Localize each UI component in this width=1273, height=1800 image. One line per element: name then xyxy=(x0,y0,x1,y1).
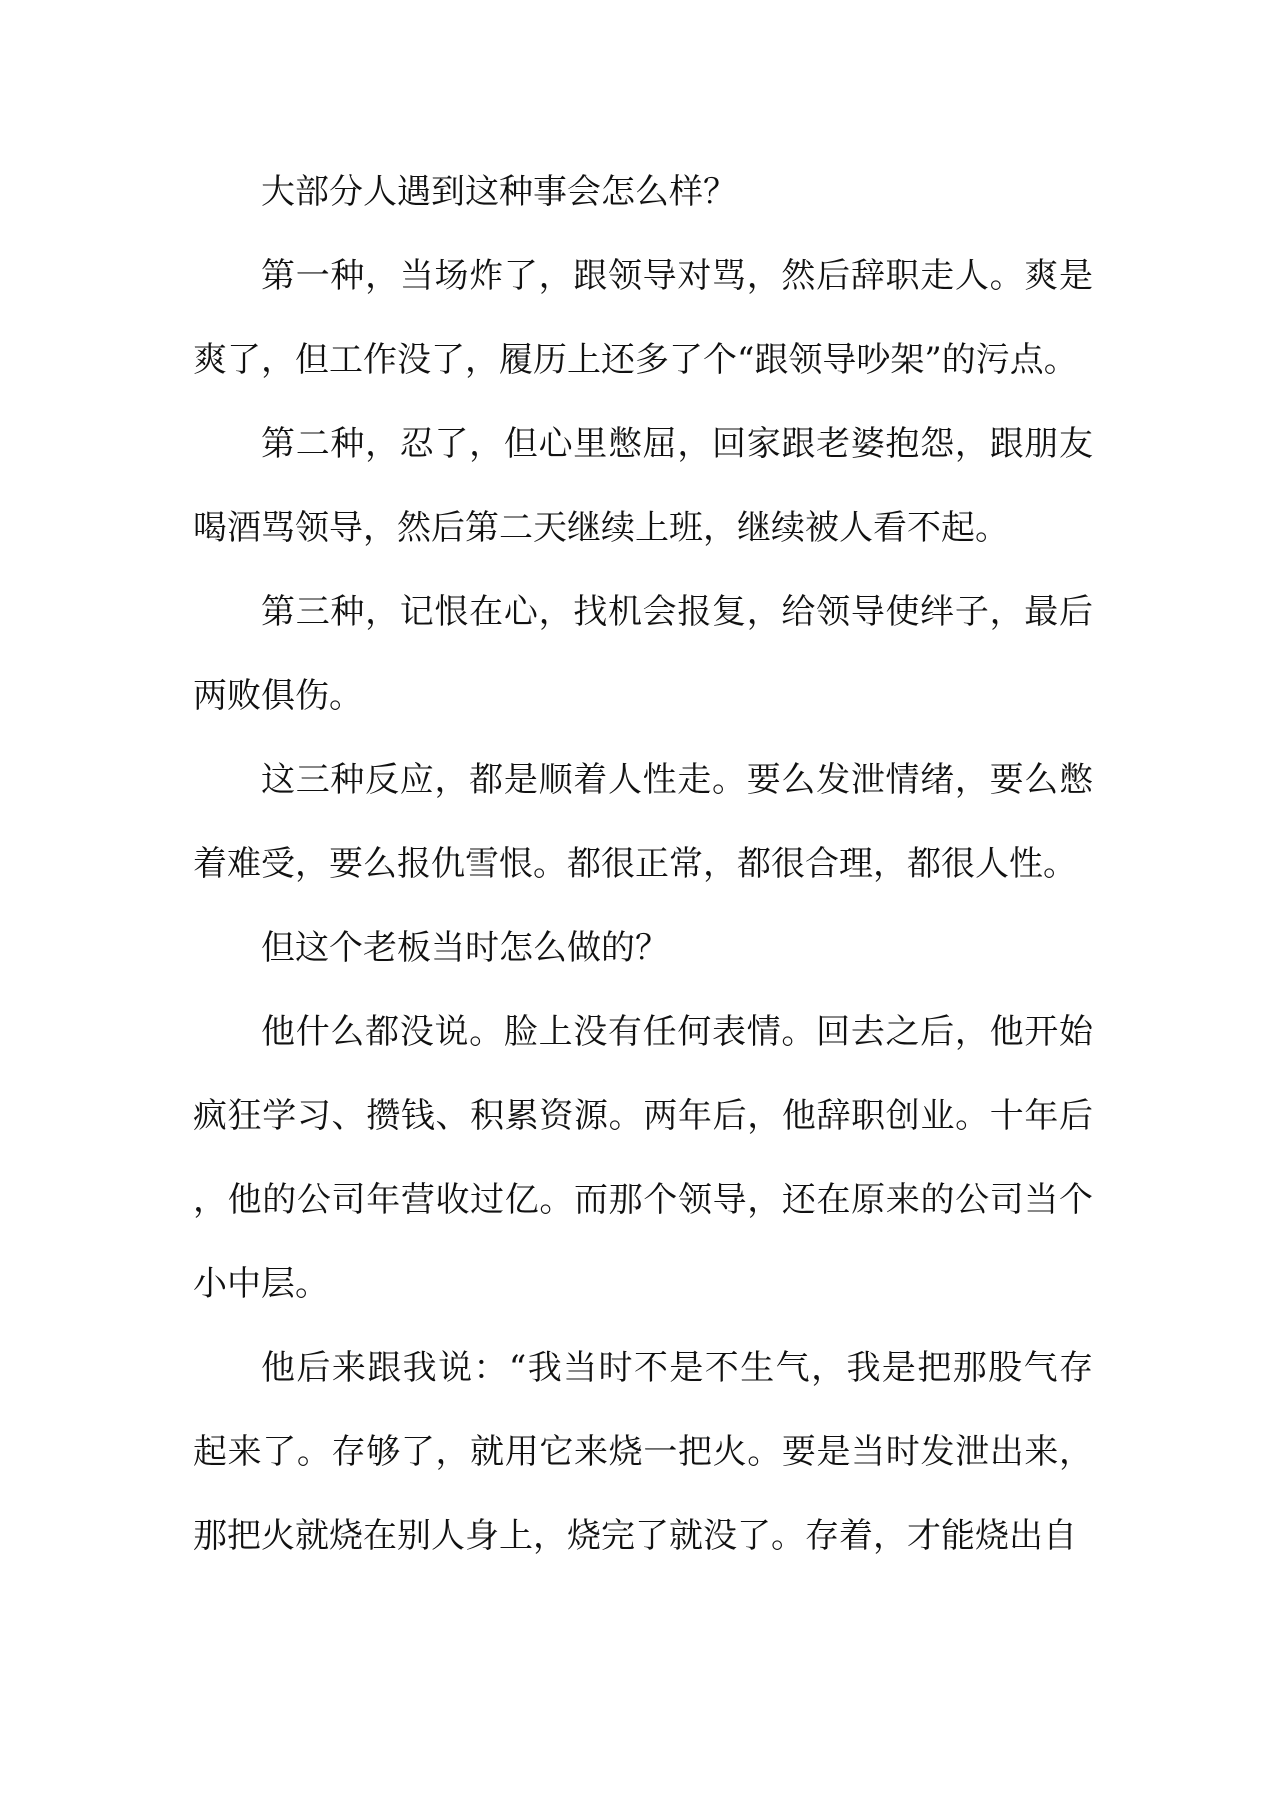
paragraph-third-reaction: 第三种，记恨在心，找机会报复，给领导使绊子，最后两败俱伤。 xyxy=(193,592,1093,716)
paragraph-boss-question: 但这个老板当时怎么做的？ xyxy=(261,928,669,968)
paragraph-intro-question: 大部分人遇到这种事会怎么样？ xyxy=(261,172,737,212)
document-page xyxy=(193,150,1093,1578)
paragraph-boss-quote: 他后来跟我说：“我当时不是不生气，我是把那股气存起来了。存够了，就用它来烧一把火。要是当时发泄出来，那把火就烧在别人身上，烧完了就没了。存着，才能烧出自 xyxy=(193,1348,1093,1556)
paragraph-reactions-summary: 这三种反应，都是顺着人性走。要么发泄情绪，要么憋着难受，要么报仇雪恨。都很正常，都很合理，都很人性。 xyxy=(193,760,1093,884)
paragraph-first-reaction: 第一种，当场炸了，跟领导对骂，然后辞职走人。爽是爽了，但工作没了，履历上还多了个“跟领导吵架”的污点。 xyxy=(193,256,1093,380)
paragraph-second-reaction: 第二种，忍了，但心里憋屈，回家跟老婆抱怨，跟朋友喝酒骂领导，然后第二天继续上班，继续被人看不起。 xyxy=(193,424,1093,548)
paragraph-boss-response: 他什么都没说。脸上没有任何表情。回去之后，他开始疯狂学习、攒钱、积累资源。两年后，他辞职创业。十年后，他的公司年营收过亿。而那个领导，还在原来的公司当个小中层。 xyxy=(193,1012,1093,1304)
